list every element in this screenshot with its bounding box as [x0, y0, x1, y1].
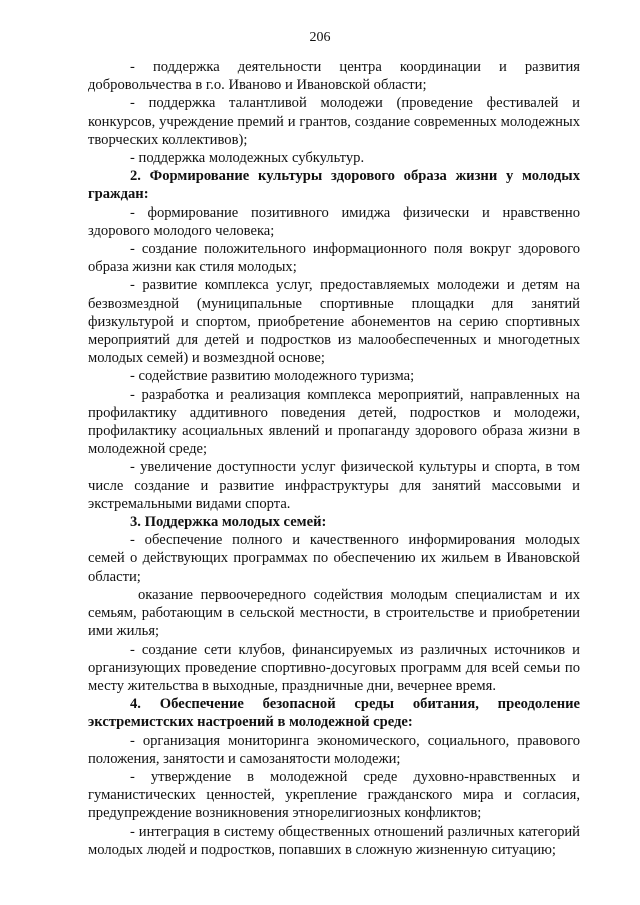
list-item: - формирование позитивного имиджа физически и нравственно здорового молодого человека;: [88, 204, 580, 239]
list-item: - интеграция в систему общественных отношений различных категорий молодых людей и подростков, попавших в сложную жизненную ситуацию;: [88, 823, 580, 858]
section-heading: 3. Поддержка молодых семей:: [130, 514, 327, 531]
document-body: [88, 58, 580, 859]
list-item: - разработка и реализация комплекса мероприятий, направленных на профилактику аддитивного поведения детей, подростков и молодежи, профилактику асоциальных явлений и пропаганду здорового образа жизни в молодежной среде;: [88, 386, 580, 458]
list-item: - поддержка талантливой молодежи (проведение фестивалей и конкурсов, учреждение премий и грантов, создание современных молодежных творческих коллективов);: [88, 95, 580, 148]
list-item: - увеличение доступности услуг физической культуры и спорта, в том числе создание и развитие инфраструктуры для занятий массовыми и экстремальными видами спорта.: [88, 459, 580, 512]
page-number: 206: [309, 30, 331, 45]
section-heading: 4. Обеспечение безопасной среды обитания, преодоление экстремистских настроений в молодежной среде:: [88, 696, 580, 731]
list-item: - создание сети клубов, финансируемых из различных источников и организующих проведение спортивно-досуговых программ для всей семьи по месту жительства в выходные, праздничные дни, вечернее время.: [88, 641, 580, 694]
list-item: - организация мониторинга экономического, социального, правового положения, занятости и самозанятости молодежи;: [88, 732, 580, 767]
list-item: - развитие комплекса услуг, предоставляемых молодежи и детям на безвозмездной (муниципальные спортивные площадки для занятий физкультурой и спортом, приобретение абонементов на серию спортивных мероприятий для детей и подростков из малообеспеченных и многодетных молодых семей) и возмездной основе;: [88, 277, 580, 367]
list-item: - обеспечение полного и качественного информирования молодых семей о действующих программах по обеспечению их жильем в Ивановской области;: [88, 532, 580, 585]
list-item: - поддержка молодежных субкультур.: [130, 150, 365, 167]
section-heading: 2. Формирование культуры здорового образа жизни у молодых граждан:: [88, 168, 580, 203]
list-item: - содействие развитию молодежного туризма;: [130, 368, 415, 385]
list-item: - поддержка деятельности центра координации и развития добровольчества в г.о. Иваново и Ивановской области;: [88, 59, 580, 94]
list-item: - утверждение в молодежной среде духовно-нравственных и гуманистических ценностей, укрепление гражданского мира и согласия, предупреждение возникновения этнорелигиозных конфликтов;: [88, 768, 580, 822]
list-item: оказание первоочередного содействия молодым специалистам и их семьям, работающим в сельской местности, в строительстве и приобретении ими жилья;: [88, 586, 580, 640]
list-item: - создание положительного информационного поля вокруг здорового образа жизни как стиля молодых;: [88, 241, 580, 276]
